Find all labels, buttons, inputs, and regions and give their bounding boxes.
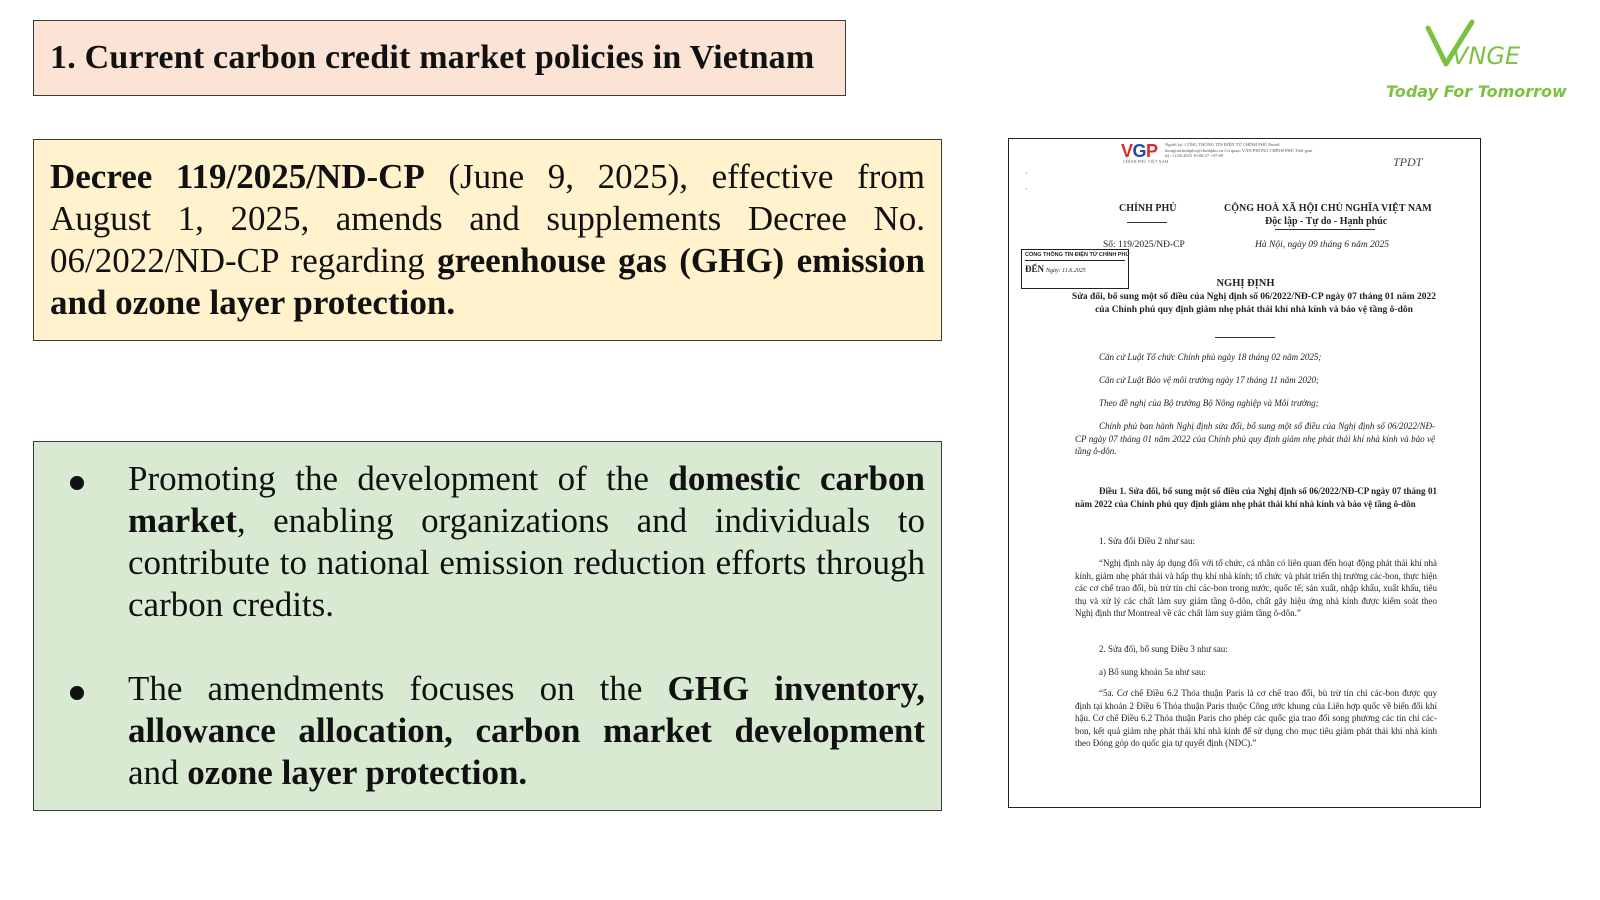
title-box bbox=[33, 20, 846, 96]
logo-tagline: Today For Tomorrow bbox=[1386, 82, 1567, 101]
legal-basis-4: Chính phủ ban hành Nghị định sửa đổi, bổ sung một số điều của Nghị định số 06/2022/NĐ-CP ngày 07 tháng 01 năm 2022 của Chính phủ quy định giảm nhẹ phát thải khí nhà kính và bảo vệ tầng ô-dôn. bbox=[1075, 421, 1435, 456]
decree-number: Decree 119/2025/ND-CP bbox=[50, 157, 425, 196]
decree-detail: (June 9, 2025), effective from August 1, 2025, amends and supplements Decree No. 06/2022/ND-CP regarding bbox=[50, 157, 926, 280]
divider bbox=[1127, 222, 1167, 223]
bullet-text: , enabling organizations and individuals to contribute to national emission reduction efforts through carbon credits. bbox=[128, 501, 925, 624]
decree-topic: greenhouse gas (GHG) emission and ozone layer protection. bbox=[50, 241, 925, 322]
key-points-list bbox=[34, 458, 925, 794]
bullet-dot-icon bbox=[70, 686, 84, 700]
bullet-text: Promoting the development of the bbox=[128, 459, 669, 498]
stamp-label: ĐẾN Ngày: 11.6.2025 bbox=[1025, 264, 1086, 274]
decree-doc-subtitle: Sửa đổi, bổ sung một số điều của Nghị định số 06/2022/NĐ-CP ngày 07 tháng 01 năm 2022 của Chính phủ quy định giảm nhẹ phát thải khí nhà kính và bảo vệ tầng ô-dôn bbox=[1071, 292, 1437, 315]
legal-basis-2: Căn cứ Luật Bảo vệ môi trường ngày 17 tháng 11 năm 2020; bbox=[1099, 375, 1319, 385]
document-number: Số: 119/2025/NĐ-CP bbox=[1103, 240, 1185, 250]
legal-basis-1: Căn cứ Luật Tổ chức Chính phủ ngày 18 tháng 02 năm 2025; bbox=[1099, 352, 1322, 362]
decree-document-image bbox=[1008, 138, 1481, 808]
vnge-logo-icon bbox=[1422, 18, 1522, 74]
bullet-text: and bbox=[128, 753, 188, 792]
list-item bbox=[34, 668, 925, 794]
digital-signature-info: Người ký: CỔNG THÔNG TIN ĐIỆN TỬ CHÍNH PHỦ Email: thongtinchinhphu@chinhphu.vn Cơ quan: VĂN PHÒNG CHÍNH PHỦ Thời gian ký: 11.06.2025 16:00:27 +07:00 bbox=[1165, 142, 1313, 158]
section-2: 2. Sửa đổi, bổ sung Điều 3 như sau: bbox=[1099, 644, 1228, 654]
divider bbox=[1215, 337, 1275, 338]
national-heading: CỘNG HOÀ XÃ HỘI CHỦ NGHĨA VIỆT NAM bbox=[1224, 203, 1432, 214]
legal-basis-3: Theo đề nghị của Bộ trưởng Bộ Nông nghiệp và Môi trường; bbox=[1099, 398, 1319, 408]
section-1-text: “Nghị định này áp dụng đối với tổ chức, cá nhân có liên quan đến hoạt động phát thải khí nhà kính, giảm nhẹ phát thải và hấp thụ khí nhà kính; tổ chức và phát triển thị trường các-bon, thực hiện các cơ chế trao đổi, bù trừ tín chỉ các-bon trong nước, quốc tế; sản xuất, nhập khẩu, xuất khẩu, tiêu thụ và xử lý các chất làm suy giảm tầng ô-dôn, chất gây hiệu ứng nhà kính được kiểm soát theo Nghị định thư Montreal về các chất làm suy giảm tầng ô-dôn.” bbox=[1075, 558, 1437, 618]
key-points-box bbox=[33, 441, 942, 811]
decree-summary-box bbox=[33, 139, 942, 341]
section-2a: a) Bổ sung khoản 5a như sau: bbox=[1099, 667, 1206, 677]
vgp-logo: VGP bbox=[1121, 141, 1158, 161]
page-title: 1. Current carbon credit market policies in Vietnam bbox=[50, 39, 815, 76]
logo-brand-text: VNGE bbox=[1452, 42, 1521, 70]
handwritten-note: TPDT bbox=[1393, 155, 1423, 169]
stamp-header: CỔNG THÔNG TIN ĐIỆN TỬ CHÍNH PHỦ bbox=[1025, 252, 1125, 261]
bullet-bold: ozone layer protection. bbox=[187, 753, 528, 792]
vgp-sublabel: CHÍNH PHỦ VIỆT NAM bbox=[1123, 159, 1169, 164]
issuing-body: CHÍNH PHỦ bbox=[1119, 203, 1177, 214]
vnge-logo bbox=[1370, 14, 1570, 114]
stamp-date: Ngày: 11.6.2025 bbox=[1046, 268, 1086, 274]
list-item bbox=[34, 458, 925, 626]
bullet-dot-icon bbox=[70, 476, 84, 490]
bullet-text: The amendments focuses on the bbox=[128, 669, 668, 708]
section-2a-text: “5a. Cơ chế Điều 6.2 Thỏa thuận Paris là cơ chế trao đổi, bù trừ tín chỉ các-bon được quy định tại khoản 2 Điều 6 Thỏa thuận Paris thuộc Công ước khung của Liên hợp quốc về biến đổi khí hậu. Cơ chế Điều 6.2 Thỏa thuận Paris cho phép các quốc gia trao đổi song phương các tín chỉ các-bon, kết quả giảm nhẹ phát thải khí nhà kính để sử dụng cho mục tiêu giảm phát thải khí nhà kính theo Đóng góp do quốc gia tự quyết định (NDC).” bbox=[1075, 688, 1437, 748]
divider bbox=[1275, 229, 1375, 230]
decree-summary-text bbox=[50, 156, 925, 324]
document-date: Hà Nội, ngày 09 tháng 6 năm 2025 bbox=[1255, 240, 1390, 250]
national-motto: Độc lập - Tự do - Hạnh phúc bbox=[1265, 216, 1388, 227]
decree-doc-title: NGHỊ ĐỊNH bbox=[1216, 278, 1275, 289]
scan-mark: ` bbox=[1025, 187, 1028, 196]
article-1-heading: Điều 1. Sửa đổi, bổ sung một số điều của Nghị định số 06/2022/NĐ-CP ngày 07 tháng 01 năm 2022 của Chính phủ quy định giảm nhẹ phát thải khí nhà kính và bảo vệ tầng ô-dôn bbox=[1075, 486, 1437, 509]
bullet-bold: GHG inventory, allowance allocation, carbon market development bbox=[128, 669, 925, 750]
scan-mark: · bbox=[1025, 169, 1028, 178]
section-1: 1. Sửa đổi Điều 2 như sau: bbox=[1099, 536, 1195, 546]
bullet-bold: domestic carbon market bbox=[128, 459, 925, 540]
